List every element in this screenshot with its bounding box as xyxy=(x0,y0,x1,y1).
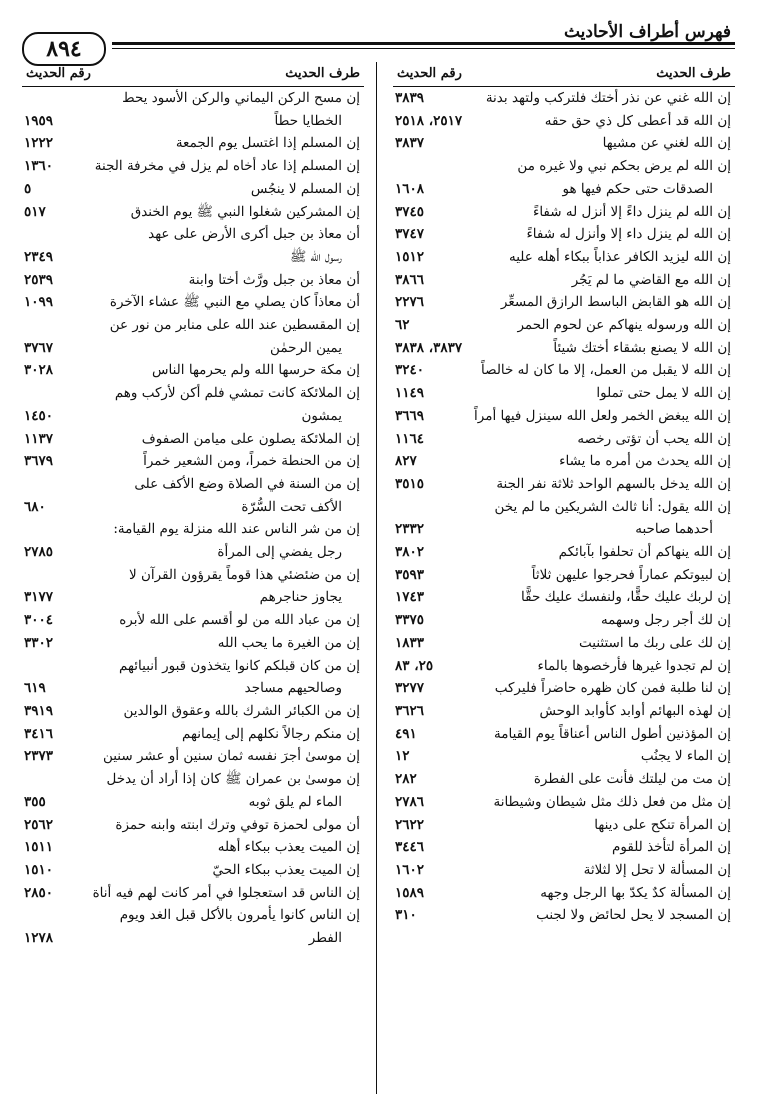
hadith-number: ٣٢٤٠ xyxy=(395,362,425,379)
hadith-text: إن لربك عليك حقًّا، ولنفسك عليك حقًّا xyxy=(521,589,731,606)
hadith-number: ٢٥، ٨٣ xyxy=(395,657,434,674)
index-entry xyxy=(22,609,364,632)
index-entry xyxy=(393,677,735,700)
hadith-text: إن من الحنطة خمراً، ومن الشعير خمراً xyxy=(143,453,360,470)
hadith-number: ٣٣٠٢ xyxy=(24,634,54,651)
index-entry xyxy=(22,541,364,564)
index-entry xyxy=(22,223,364,246)
hadith-number: ٢٧٨٦ xyxy=(395,793,425,810)
index-entry xyxy=(22,87,364,110)
hadith-number: ٣٨٣٧، ٣٨٣٨ xyxy=(395,339,463,356)
hadith-text: إن الله يحب أن تؤتى رخصه xyxy=(577,430,731,447)
column-header xyxy=(393,62,735,87)
hadith-text: إن الله لا يصنع بشقاء أختك شيئاً xyxy=(553,339,731,356)
hadith-text: أن مولى لحمزة توفي وترك ابنته وابنه حمزة xyxy=(115,816,360,833)
hadith-number: ١٢ xyxy=(395,748,410,765)
hadith-text: إن الله يبغض الخمر ولعل الله سينزل فيها أمراً xyxy=(474,407,731,424)
hadith-text: إن الله ينهاكم أن تحلفوا بآبائكم xyxy=(558,544,731,561)
hadith-number: ٣٦٢٦ xyxy=(395,702,425,719)
index-entry xyxy=(22,745,364,768)
hadith-number: ٢٣٤٩ xyxy=(24,248,54,265)
header-rule-thin xyxy=(112,48,735,49)
index-entry xyxy=(393,201,735,224)
hadith-number: ١٥١٠ xyxy=(24,861,54,878)
hadith-text: الصدقات حتى حكم فيها هو xyxy=(562,180,713,197)
hadith-text: إن الملائكة كانت تمشي فلم أكن لأركب وهم xyxy=(114,385,360,402)
hadith-text: إن لك على ربك ما استثنيت xyxy=(578,634,731,651)
hadith-number: ١٧٤٣ xyxy=(395,589,425,606)
hadith-text: إن الميت يعذب ببكاء الحيّ xyxy=(212,861,360,878)
hadith-number: ٣٤٤٦ xyxy=(395,839,425,856)
hadith-number: ١٦٠٨ xyxy=(395,180,425,197)
index-entry xyxy=(393,110,735,133)
hadith-number: ٣٥٥ xyxy=(24,793,46,810)
hadith-text: إن الله يحدث من أمره ما يشاء xyxy=(559,453,731,470)
hadith-text: إن المؤذنين أطول الناس أعناقاً يوم القيامة xyxy=(494,725,731,742)
index-entry xyxy=(393,155,735,178)
hadith-number: ٣٨٣٩ xyxy=(395,90,425,106)
hadith-number: ١٥٨٩ xyxy=(395,884,425,901)
index-entry xyxy=(22,904,364,927)
hadith-number: ٣٠٠٤ xyxy=(24,612,54,629)
hadith-number: ١١٣٧ xyxy=(24,430,54,447)
hadith-text: إن موسىٰ بن عمران ﷺ كان إذا أراد أن يدخل xyxy=(106,771,360,788)
index-entry xyxy=(22,700,364,723)
hadith-text: إن منكم رجالاً نكلهم إلى إيمانهم xyxy=(182,725,360,742)
hadith-number: ٣١٠ xyxy=(395,907,417,924)
column-header-number: رقم الحديث xyxy=(397,66,462,81)
hadith-text: إن من عباد الله من لو أقسم على الله لأبره xyxy=(119,612,360,629)
hadith-text: يمين الرحمٰن xyxy=(270,339,342,356)
hadith-text: إن الله هو القابض الباسط الرازق المسعِّر xyxy=(500,294,731,311)
index-entry xyxy=(22,723,364,746)
hadith-number: ١٠٩٩ xyxy=(24,294,54,311)
hadith-text: إن لك أجر رجل وسهمه xyxy=(600,612,731,629)
index-entry xyxy=(393,700,735,723)
hadith-text: إن الماء لا يجنُب xyxy=(640,748,731,765)
index-entry xyxy=(393,178,735,201)
index-entry xyxy=(22,155,364,178)
hadith-text: الفطر xyxy=(308,930,342,947)
index-entry xyxy=(22,382,364,405)
index-columns xyxy=(22,62,735,1094)
hadith-number: ٢٢٧٦ xyxy=(395,294,425,311)
hadith-text: إن الله لا يمل حتى تملوا xyxy=(596,385,731,402)
hadith-text: رجل يفضي إلى المرأة xyxy=(217,544,342,561)
hadith-number: ٤٩١ xyxy=(395,725,417,742)
index-entry xyxy=(22,586,364,609)
hadith-text: إن من السنة في الصلاة وضع الأكف على xyxy=(134,475,360,492)
hadith-text: يجاوز حناجرهم xyxy=(259,589,342,606)
index-entry xyxy=(22,927,364,950)
hadith-number: ٢٥٦٢ xyxy=(24,816,54,833)
hadith-number: ٣٦٧٩ xyxy=(24,453,54,470)
hadith-text: إن الله يدخل بالسهم الواحد ثلاثة نفر الجنة xyxy=(496,475,731,492)
index-entry xyxy=(393,586,735,609)
hadith-text: إن من شر الناس عند الله منزلة يوم القيامة: xyxy=(113,521,360,538)
hadith-number: ١١٤٩ xyxy=(395,385,425,402)
index-entry xyxy=(393,382,735,405)
hadith-text: إن الميت يعذب ببكاء أهله xyxy=(217,839,360,856)
index-entry xyxy=(22,768,364,791)
index-entry xyxy=(22,564,364,587)
index-entry xyxy=(393,541,735,564)
hadith-text: رسول الله ﷺ xyxy=(289,248,342,265)
hadith-text: إن من الكبائر الشرك بالله وعقوق الوالدين xyxy=(123,702,360,719)
header-rule xyxy=(112,42,735,45)
hadith-text: إن الله لم ينزل داء إلا وأنزل له شفاءً xyxy=(526,226,731,243)
header-title: فهرس أطراف الأحاديث xyxy=(563,22,731,42)
column-header xyxy=(22,62,364,87)
index-entry xyxy=(393,814,735,837)
index-entry xyxy=(22,269,364,292)
index-entry xyxy=(393,859,735,882)
page-number: ٨٩٤ xyxy=(22,32,106,66)
index-entry xyxy=(22,518,364,541)
hadith-text: إن المرأة تنكح على دينها xyxy=(594,816,731,833)
hadith-text: إن لنا طلبة فمن كان ظهره حاضراً فليركب xyxy=(494,680,731,697)
hadith-number: ٣٨٦٦ xyxy=(395,271,425,288)
hadith-text: إن الملائكة يصلون على ميامن الصفوف xyxy=(141,430,360,447)
index-entry xyxy=(393,428,735,451)
index-entry xyxy=(393,337,735,360)
hadith-number: ٢٥٣٩ xyxy=(24,271,54,288)
index-entry xyxy=(393,791,735,814)
index-entry xyxy=(393,904,735,927)
column-divider xyxy=(376,62,377,1094)
index-entry xyxy=(393,132,735,155)
hadith-text: إن المسلم لا ينجُس xyxy=(250,180,360,197)
right-column-rows xyxy=(393,87,735,927)
hadith-number: ٣٢٧٧ xyxy=(395,680,425,697)
index-entry xyxy=(22,473,364,496)
index-entry xyxy=(393,246,735,269)
hadith-text: إن مثل من فعل ذلك مثل شيطان وشيطانة xyxy=(493,793,731,810)
hadith-number: ٣٧٤٧ xyxy=(395,226,425,243)
index-entry xyxy=(22,246,364,269)
hadith-text: يمشون xyxy=(301,407,342,424)
hadith-number: ١٣٦٠ xyxy=(24,158,54,175)
index-entry xyxy=(393,291,735,314)
index-entry xyxy=(22,314,364,337)
index-entry xyxy=(22,291,364,314)
hadith-number: ٥١٧ xyxy=(24,203,46,220)
hadith-text: وصالحيهم مساجد xyxy=(244,680,342,697)
index-entry xyxy=(22,836,364,859)
index-entry xyxy=(393,223,735,246)
hadith-text: إن المقسطين عند الله على منابر من نور عن xyxy=(109,317,360,334)
index-entry xyxy=(393,655,735,678)
hadith-number: ٥ xyxy=(24,180,32,197)
hadith-text: إن الله ورسوله ينهاكم عن لحوم الحمر xyxy=(517,317,731,334)
hadith-text: إن الله لغني عن مشيها xyxy=(602,135,731,152)
hadith-number: ٢٥١٧، ٢٥١٨ xyxy=(395,112,463,129)
index-entry xyxy=(22,814,364,837)
index-entry xyxy=(393,473,735,496)
right-column xyxy=(393,62,735,1094)
hadith-text: إن المشركين شغلوا النبي ﷺ يوم الخندق xyxy=(130,203,360,220)
hadith-number: ٣٥٩٣ xyxy=(395,566,425,583)
index-entry xyxy=(393,723,735,746)
index-entry xyxy=(22,655,364,678)
hadith-text: إن لم تجدوا غيرها فأرخصوها بالماء xyxy=(537,657,731,674)
index-entry xyxy=(393,496,735,519)
hadith-number: ٨٢٧ xyxy=(395,453,417,470)
index-entry xyxy=(22,132,364,155)
index-entry xyxy=(22,632,364,655)
hadith-text: الخطايا حطاً xyxy=(274,112,342,129)
index-entry xyxy=(393,745,735,768)
index-entry xyxy=(393,450,735,473)
hadith-number: ٢٧٨٥ xyxy=(24,544,54,561)
hadith-number: ٢٨٥٠ xyxy=(24,884,54,901)
page-header xyxy=(22,8,735,62)
index-entry xyxy=(22,359,364,382)
index-entry xyxy=(22,677,364,700)
hadith-text: أن معاذاً كان يصلي مع النبي ﷺ عشاء الآخرة xyxy=(109,294,360,311)
hadith-text: إن موسىٰ أجرَ نفسه ثمان سنين أو عشر سنين xyxy=(102,748,360,765)
hadith-number: ١١٦٤ xyxy=(395,430,425,447)
hadith-number: ٣٨٠٢ xyxy=(395,544,425,561)
hadith-text: إن الناس كانوا يأمرون بالأكل قبل الغد ويوم xyxy=(119,907,360,924)
hadith-number: ١٢٧٨ xyxy=(24,930,54,947)
hadith-number: ١٥١٢ xyxy=(395,248,425,265)
hadith-text: إن المسألة لا تحل إلا لثلاثة xyxy=(583,861,731,878)
hadith-text: إن الله لا يقبل من العمل، إلا ما كان له خالصاً xyxy=(481,362,731,379)
hadith-text: إن المسلم إذا اغتسل يوم الجمعة xyxy=(175,135,360,152)
index-entry xyxy=(22,450,364,473)
hadith-text: إن الناس قد استعجلوا في أمر كانت لهم فيه أناة xyxy=(92,884,360,901)
index-entry xyxy=(393,518,735,541)
hadith-text: أن معاذ بن جبل ورَّث أختا وابنة xyxy=(188,271,360,288)
hadith-text: إن الله لم ينزل داءً إلا أنزل له شفاءً xyxy=(532,203,731,220)
column-header-text: طرف الحديث xyxy=(285,66,360,81)
hadith-text: إن مسح الركن اليماني والركن الأسود يحط xyxy=(122,90,360,106)
index-entry xyxy=(22,791,364,814)
index-entry xyxy=(393,314,735,337)
hadith-text: إن المرأة لتأخذ للقوم xyxy=(612,839,731,856)
hadith-text: إن المسجد لا يحل لحائض ولا لجنب xyxy=(536,907,731,924)
hadith-number: ٣١٧٧ xyxy=(24,589,54,606)
index-entry xyxy=(393,87,735,110)
hadith-number: ٢٨٢ xyxy=(395,771,417,788)
index-entry xyxy=(393,632,735,655)
index-entry xyxy=(393,882,735,905)
hadith-number: ٣٥١٥ xyxy=(395,475,425,492)
index-entry xyxy=(393,359,735,382)
hadith-text: أن معاذ بن جبل أكرى الأرض على عهد xyxy=(148,226,360,243)
hadith-number: ٣٤١٦ xyxy=(24,725,54,742)
hadith-number: ٣٨٣٧ xyxy=(395,135,425,152)
hadith-number: ٦٢ xyxy=(395,317,410,334)
left-column xyxy=(22,62,364,1094)
index-entry xyxy=(22,110,364,133)
index-entry xyxy=(393,269,735,292)
hadith-text: إن من كان قبلكم كانوا يتخذون قبور أنبيائهم xyxy=(119,657,360,674)
hadith-number: ٢٣٧٣ xyxy=(24,748,54,765)
hadith-number: ١٩٥٩ xyxy=(24,112,54,129)
hadith-text: إن مت من ليلتك فأنت على الفطرة xyxy=(533,771,731,788)
index-entry xyxy=(22,337,364,360)
column-header-text: طرف الحديث xyxy=(656,66,731,81)
index-entry xyxy=(393,609,735,632)
index-entry xyxy=(393,836,735,859)
hadith-text: إن لهذه البهائم أوابد كأوابد الوحش xyxy=(539,702,731,719)
index-entry xyxy=(22,405,364,428)
hadith-text: إن الله ليزيد الكافر عذاباً ببكاء أهله عليه xyxy=(508,248,731,265)
hadith-text: إن الله لم يرض بحكم نبي ولا غيره من xyxy=(517,158,731,175)
index-entry xyxy=(393,405,735,428)
index-entry xyxy=(22,428,364,451)
hadith-number: ٣٠٢٨ xyxy=(24,362,54,379)
hadith-number: ٣٩١٩ xyxy=(24,702,54,719)
hadith-number: ٣٧٦٧ xyxy=(24,339,54,356)
index-entry xyxy=(22,496,364,519)
hadith-number: ٢٣٣٢ xyxy=(395,521,425,538)
hadith-text: إن المسألة كدٌ يكدّ بها الرجل وجهه xyxy=(540,884,731,901)
hadith-text: إن من ضئضئي هذا قوماً يقرؤون القرآن لا xyxy=(128,566,360,583)
hadith-number: ١٥١١ xyxy=(24,839,54,856)
hadith-number: ٣٣٧٥ xyxy=(395,612,425,629)
hadith-number: ١٨٣٣ xyxy=(395,634,425,651)
hadith-text: إن لبيوتكم عماراً فحرجوا عليهن ثلاثاً xyxy=(531,566,731,583)
hadith-text: إن مكة حرسها الله ولم يحرمها الناس xyxy=(152,362,360,379)
hadith-number: ٣٧٤٥ xyxy=(395,203,425,220)
index-entry xyxy=(393,768,735,791)
index-entry xyxy=(22,882,364,905)
hadith-text: إن المسلم إذا عاد أخاه لم يزل في مخرفة الجنة xyxy=(94,158,360,175)
hadith-number: ٦٨٠ xyxy=(24,498,46,515)
hadith-text: إن الله مع القاضي ما لم يَجُر xyxy=(571,271,731,288)
hadith-text: الأكف تحت السُّرّة xyxy=(241,498,342,515)
index-entry xyxy=(393,564,735,587)
hadith-text: أحدهما صاحبه xyxy=(635,521,713,538)
hadith-number: ٣٦٦٩ xyxy=(395,407,425,424)
column-header-number: رقم الحديث xyxy=(26,66,91,81)
index-entry xyxy=(22,178,364,201)
index-entry xyxy=(22,859,364,882)
hadith-text: الماء لم يلق ثوبه xyxy=(248,793,342,810)
index-entry xyxy=(22,201,364,224)
left-column-rows xyxy=(22,87,364,950)
hadith-number: ٢٦٢٢ xyxy=(395,816,425,833)
hadith-text: إن الله غني عن نذر أختك فلتركب ولتهد بدنة xyxy=(485,90,731,106)
hadith-number: ١٢٢٢ xyxy=(24,135,54,152)
hadith-number: ٦١٩ xyxy=(24,680,46,697)
hadith-text: إن الله يقول: أنا ثالث الشريكين ما لم يخن xyxy=(494,498,731,515)
hadith-number: ١٦٠٢ xyxy=(395,861,425,878)
hadith-text: إن الله قد أعطى كل ذي حق حقه xyxy=(544,112,731,129)
hadith-text: إن من الغيرة ما يحب الله xyxy=(217,634,360,651)
hadith-number: ١٤٥٠ xyxy=(24,407,54,424)
